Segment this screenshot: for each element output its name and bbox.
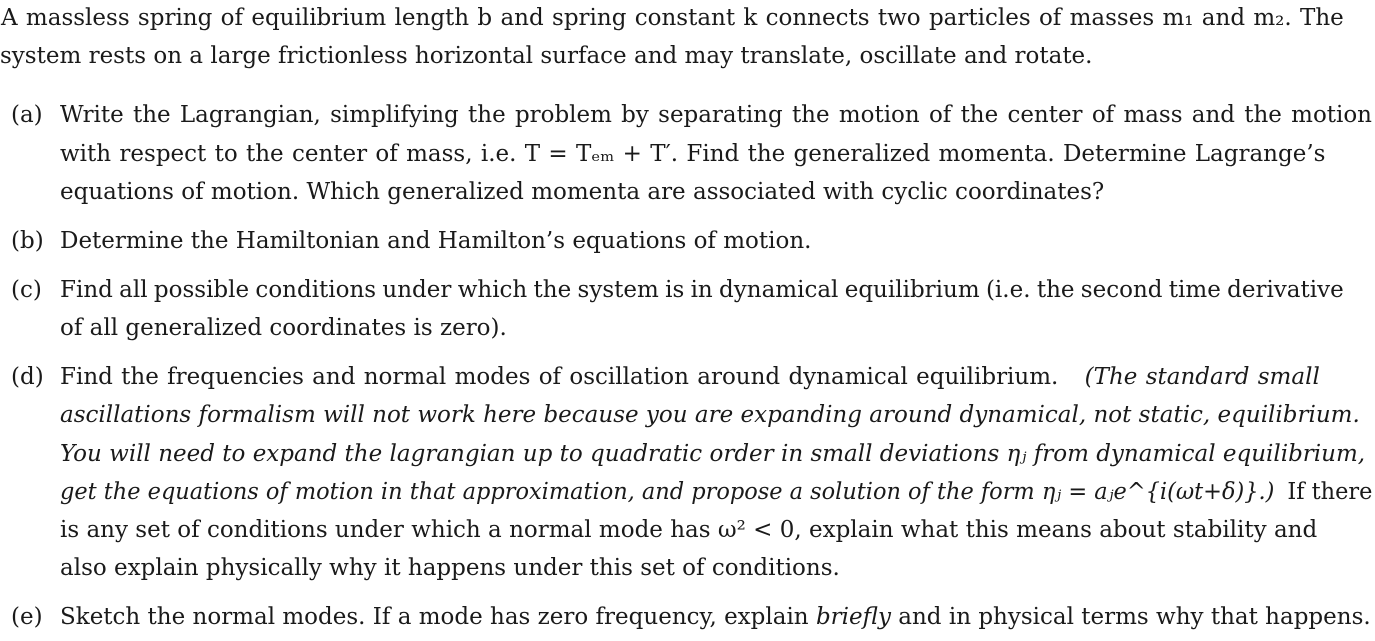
intro-line-2: system rests on a large frictionless horizontal surface and may translate, oscillate and rotate. [0,43,1093,69]
item-c-line-2: of all generalized coordinates is zero). [60,315,507,341]
item-a-line-3: equations of motion. Which generalized momenta are associated with cyclic coordinates? [60,179,1105,205]
item-c-label: (c) [11,277,42,303]
item-e-line-1 [60,603,1371,631]
item-e-italic: briefly [815,604,891,630]
item-d-line-6: also explain physically why it happens under this set of conditions. [60,555,840,581]
item-e-label: (e) [11,604,43,630]
item-a-label: (a) [11,102,43,128]
item-d-line-1-italic: (The standard small [1084,364,1320,390]
item-b-label: (b) [11,228,44,254]
item-c-line-1: Find all possible conditions under which the system is in dynamical equilibrium (i.e. the second time derivative [60,277,1344,303]
item-a-line-2: with respect to the center of mass, i.e. T = Tₑₘ + T′. Find the generalized momenta. Determine Lagrange’s [60,141,1326,167]
item-d-label: (d) [11,364,44,390]
item-a-line-1: Write the Lagrangian, simplifying the problem by separating the motion of the center of mass and the motion [60,102,1372,128]
item-d-line-2: ascillations formalism will not work here because you are expanding around dynamical, not static, equilibrium. [60,402,1360,428]
item-d-line-4-italic: get the equations of motion in that approximation, and propose a solution of the form ηⱼ = aⱼe^{i(ωt+δ)}.) [60,479,1275,505]
intro-line-1: A massless spring of equilibrium length b and spring constant k connects two particles of masses m₁ and m₂. The [1,5,1344,31]
item-b-line-1: Determine the Hamiltonian and Hamilton’s equations of motion. [60,228,812,254]
item-d-line-5: is any set of conditions under which a normal mode has ω² < 0, explain what this means about stability and [60,517,1318,543]
item-d-line-1 [60,363,1320,391]
item-d-line-4-text: If there [1287,479,1373,505]
item-e-text-2: and in physical terms why that happens. [898,604,1371,630]
item-d-line-3: You will need to expand the lagrangian up to quadratic order in small deviations ηⱼ from dynamical equilibrium, [60,441,1366,467]
item-e-text-1: Sketch the normal modes. If a mode has zero frequency, explain [60,604,809,630]
item-d-line-4 [60,478,1372,506]
item-d-line-1-text: Find the frequencies and normal modes of oscillation around dynamical equilibrium. [60,364,1059,390]
